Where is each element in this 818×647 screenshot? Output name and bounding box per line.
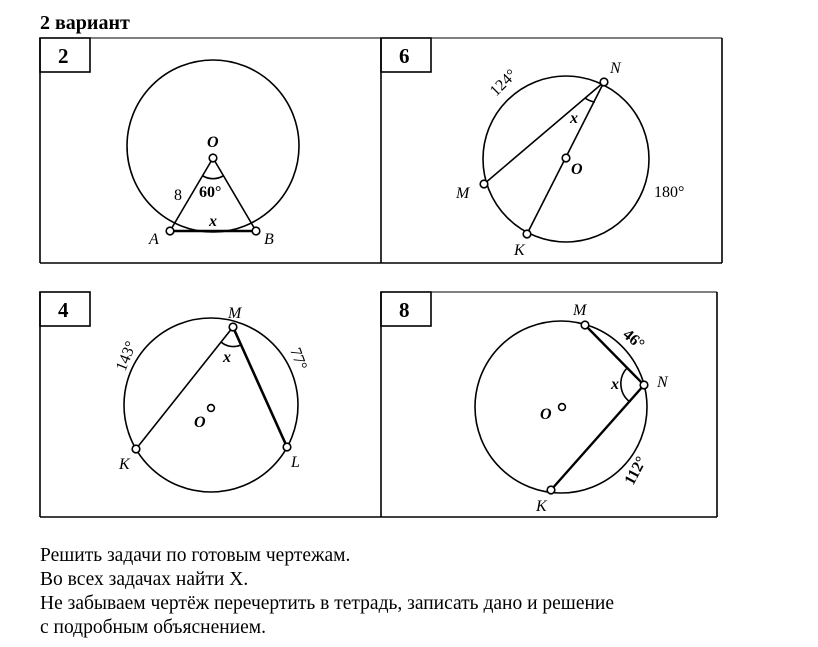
problem-6-number: 6 bbox=[399, 44, 410, 68]
panel-problem-8 bbox=[381, 292, 717, 517]
problem-8-point-o bbox=[559, 404, 566, 411]
problem-8-point-m bbox=[581, 321, 589, 329]
instructions bbox=[40, 544, 614, 640]
problem-6-point-m bbox=[480, 180, 488, 188]
problem-2-point-o bbox=[209, 154, 217, 162]
problem-6-label-m: M bbox=[456, 185, 470, 202]
problem-4-label-m: M bbox=[228, 305, 242, 322]
problem-4-angle-arc bbox=[221, 342, 241, 347]
problem-2-point-b bbox=[252, 227, 260, 235]
problem-2-number: 2 bbox=[58, 44, 69, 68]
instruction-line-4: с подробным объяснением. bbox=[40, 617, 266, 638]
problem-6-chord-mn bbox=[484, 82, 604, 184]
problem-8-angle-arc bbox=[621, 368, 630, 402]
problem-2-label-x: x bbox=[209, 213, 217, 230]
page-title: 2 вариант bbox=[40, 12, 130, 34]
problem-4-label-k: K bbox=[119, 456, 130, 473]
problem-8-label-x: x bbox=[611, 376, 619, 393]
problem-4-point-k bbox=[132, 445, 140, 453]
problem-8-point-n bbox=[640, 381, 648, 389]
problem-2-label-angle: 60° bbox=[199, 184, 222, 201]
instruction-line-2: Во всех задачах найти X. bbox=[40, 569, 249, 590]
problem-2-angle-arc bbox=[203, 176, 223, 179]
problem-6-label-n: N bbox=[610, 60, 621, 77]
problem-4-point-m bbox=[229, 323, 237, 331]
problem-6-label-o: O bbox=[571, 161, 583, 178]
problem-2-label-o: O bbox=[207, 134, 219, 151]
problem-6-angle-arc bbox=[585, 98, 595, 102]
problem-2-label-b: B bbox=[264, 231, 274, 248]
problem-6-point-o bbox=[562, 154, 570, 162]
problem-2-label-a: A bbox=[149, 231, 159, 248]
problem-8-label-m: M bbox=[573, 302, 587, 319]
instruction-line-1: Решить задачи по готовым чертежам. bbox=[40, 545, 351, 566]
problem-8-label-arc-nk: 112° bbox=[621, 453, 651, 488]
problem-4-label-o: O bbox=[194, 414, 206, 431]
problem-4-label-arc-ml: 77° bbox=[286, 345, 310, 373]
panel-problem-6 bbox=[381, 38, 722, 263]
panel-problem-4 bbox=[40, 292, 381, 517]
problem-4-point-l bbox=[283, 443, 291, 451]
problem-6-label-arc-mn: 124° bbox=[486, 66, 521, 100]
problem-4-chord-ml bbox=[233, 327, 287, 447]
problem-2-label-side: 8 bbox=[174, 187, 182, 204]
instruction-line-3: Не забываем чертёж перечертить в тетрадь, записать дано и решение bbox=[40, 593, 615, 614]
problem-6-label-k: K bbox=[514, 242, 525, 259]
problem-6-label-x: x bbox=[570, 110, 578, 127]
problem-6-point-k bbox=[523, 230, 531, 238]
problem-4-chord-mk bbox=[136, 327, 233, 449]
problem-8-label-n: N bbox=[657, 374, 668, 391]
problem-4-number: 4 bbox=[58, 298, 69, 322]
problem-8-label-arc-mn: 46° bbox=[619, 326, 648, 354]
problem-4-label-arc-km: 143° bbox=[112, 338, 141, 374]
problem-4-label-x: x bbox=[223, 349, 231, 366]
problem-8-label-k: K bbox=[536, 498, 547, 515]
problem-8-point-k bbox=[547, 486, 555, 494]
problem-6-point-n bbox=[600, 78, 608, 86]
problem-4-point-o bbox=[208, 405, 215, 412]
problem-2-point-a bbox=[166, 227, 174, 235]
problem-8-number: 8 bbox=[399, 298, 410, 322]
problem-8-label-o: O bbox=[540, 406, 552, 423]
problem-6-label-arc-nk: 180° bbox=[654, 184, 685, 201]
problem-4-label-l: L bbox=[291, 454, 300, 471]
